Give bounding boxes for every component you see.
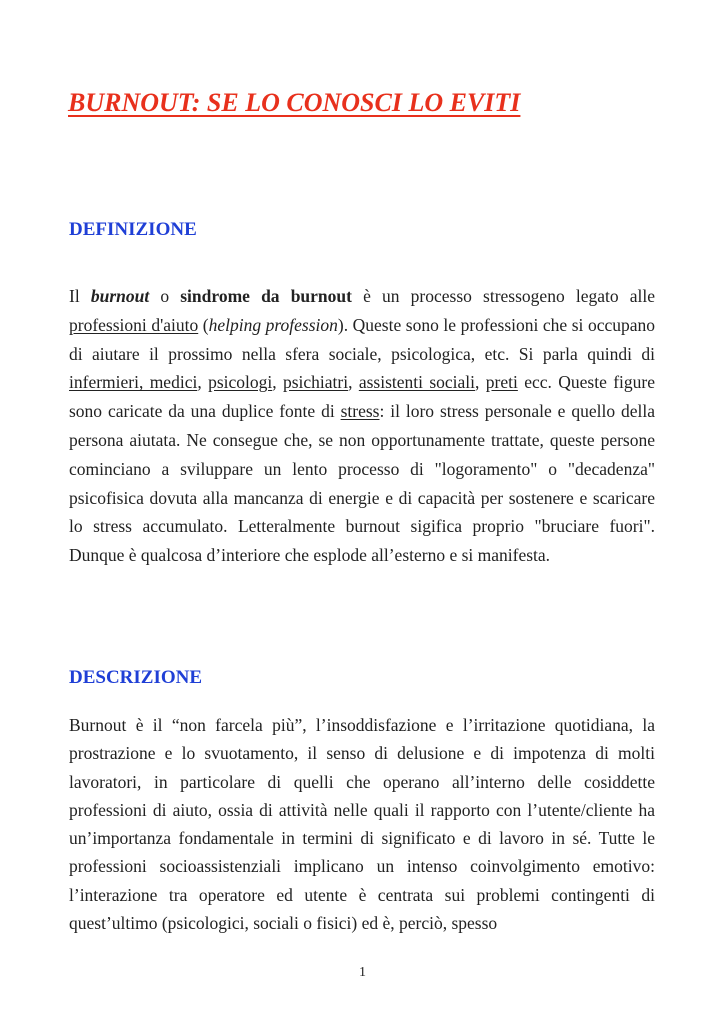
text-run: o xyxy=(149,286,181,306)
text-run: ). Queste sono le professioni che si occupano di aiutare il prossimo nella sfera sociale, psicologica, etc. Si parla quindi di xyxy=(69,314,655,364)
text-run: , xyxy=(272,372,283,393)
page-number: 1 xyxy=(359,965,366,980)
link-stress[interactable]: stress xyxy=(340,401,380,422)
definizione-paragraph xyxy=(69,282,655,570)
text-run: ecc. Queste figure sono caricate da una duplice fonte di xyxy=(69,372,655,422)
document-title: BURNOUT: SE LO CONOSCI LO EVITI xyxy=(68,88,521,117)
text-run: , xyxy=(348,372,359,393)
link-psicologi[interactable]: psicologi xyxy=(208,372,273,393)
descrizione-paragraph xyxy=(69,711,655,937)
link-professioni-aiuto[interactable]: professioni d'aiuto xyxy=(69,314,199,335)
section-heading-definizione: DEFINIZIONE xyxy=(69,219,197,240)
link-infermieri-medici[interactable]: infermieri, medici xyxy=(69,372,198,393)
link-assistenti-sociali[interactable]: assistenti sociali xyxy=(358,372,476,393)
text-run: , xyxy=(197,372,209,393)
text-run-bold-italic: burnout xyxy=(90,286,150,306)
text-run-bold: sindrome da burnout xyxy=(180,286,352,306)
link-preti[interactable]: preti xyxy=(485,372,518,393)
text-run: Il xyxy=(69,286,91,306)
text-run: ( xyxy=(198,314,209,335)
text-run: è un processo stressogeno legato alle xyxy=(351,286,655,306)
text-run-italic: helping profession xyxy=(208,314,338,335)
link-psichiatri[interactable]: psichiatri xyxy=(282,372,349,393)
text-run: : il loro stress personale e quello della persona aiutata. Ne consegue che, se non opportunamente trattate, queste persone cominciano a sviluppare un lento processo di "logoramento" o "decadenza" psicofisica dovuta alla mancanza di energie e di capacità per sostenere e scaricare lo stress accumulato. Letteralmente burnout sigifica proprio "bruciare fuori". Dunque è qualcosa d’interiore che esplode all’esterno e si manifesta. xyxy=(69,401,655,566)
text-run: Burnout è il “non farcela più”, l’insoddisfazione e l’irritazione quotidiana, la prostrazione e lo svuotamento, il senso di delusione e di impotenza di molti lavoratori, in particolare di quelli che operano all’interno delle cosiddette professioni di aiuto, ossia di attività nelle quali il rapporto con l’utente/cliente ha un’importanza fondamentale in termini di significato e di lavoro in sé. Tutte le professioni socioassistenziali implicano un intenso coinvolgimento emotivo: l’interazione tra operatore ed utente è centrata sui problemi contingenti di quest’ultimo (psicologici, sociali o fisici) ed è, perciò, spesso xyxy=(69,715,655,934)
text-run: , xyxy=(475,372,486,393)
section-heading-descrizione: DESCRIZIONE xyxy=(69,667,203,688)
